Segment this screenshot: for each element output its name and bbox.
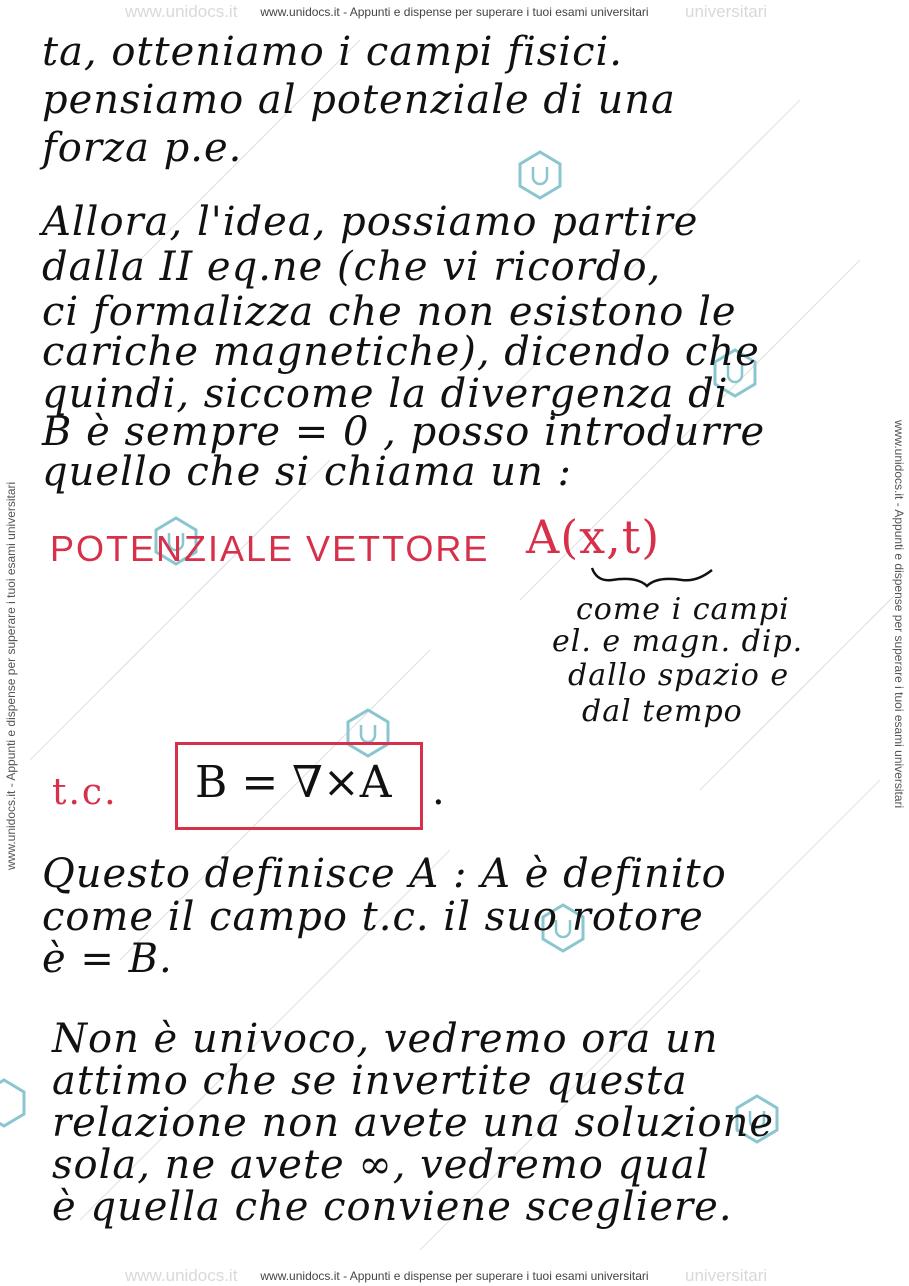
note-line: relazione non avete una soluzione (52, 1100, 775, 1146)
watermark-faint-right: universitari (685, 2, 768, 21)
heading-symbol: A(x,t) (526, 510, 661, 564)
watermark-faint-left: www.unidocs.it (125, 2, 238, 21)
watermark-side-right: www.unidocs.it - Appunti e dispense per superare i tuoi esami universitari (892, 420, 906, 809)
formula-period: . (432, 768, 446, 814)
note-line: ci formalizza che non esistono le (42, 289, 737, 335)
note-line: sola, ne avete ∞, vedremo qual (52, 1142, 710, 1188)
heading-potenziale-vettore: POTENZIALE VETTORE (50, 528, 490, 569)
watermark-faint-left: www.unidocs.it (125, 1266, 238, 1285)
note-line: B è sempre = 0 , posso introdurre (42, 409, 766, 455)
note-line: quello che si chiama un : (42, 449, 573, 495)
watermark-banner-text: www.unidocs.it - Appunti e dispense per superare i tuoi esami universitari (260, 5, 649, 19)
watermark-footer (0, 1266, 909, 1286)
tc-label: t.c. (52, 772, 118, 813)
note-line: pensiamo al potenziale di una (42, 77, 676, 123)
unidocs-logo-icon (520, 152, 560, 198)
note-line: dalla II eq.ne (che vi ricordo, (42, 244, 662, 290)
note-line: attimo che se invertite questa (52, 1058, 688, 1104)
note-line: quindi, siccome la divergenza di (42, 371, 729, 417)
unidocs-logo-icon (0, 1080, 24, 1126)
watermark-side-left: www.unidocs.it - Appunti e dispense per superare i tuoi esami universitari (4, 481, 18, 870)
curl-formula: B = ∇×A (195, 757, 392, 808)
note-line: dallo spazio e (568, 658, 790, 693)
note-line: è = B. (42, 936, 173, 982)
note-line: come il campo t.c. il suo rotore (42, 894, 704, 940)
note-line: Questo definisce A : A è definito (42, 851, 727, 897)
watermark-banner-text: www.unidocs.it - Appunti e dispense per superare i tuoi esami universitari (260, 1269, 649, 1283)
watermark-faint-right: universitari (685, 1266, 768, 1285)
note-line: cariche magnetiche), dicendo che (42, 329, 760, 375)
note-line: è quella che conviene scegliere. (52, 1184, 733, 1230)
note-line: ta, otteniamo i campi fisici. (42, 29, 624, 75)
note-line: come i campi (576, 592, 790, 627)
note-line: Allora, l'idea, possiamo partire (42, 199, 699, 245)
note-line: el. e magn. dip. (552, 624, 804, 659)
note-line: Non è univoco, vedremo ora un (52, 1016, 719, 1062)
watermark-header (0, 2, 909, 22)
note-line: forza p.e. (42, 125, 243, 171)
note-line: dal tempo (582, 694, 743, 729)
